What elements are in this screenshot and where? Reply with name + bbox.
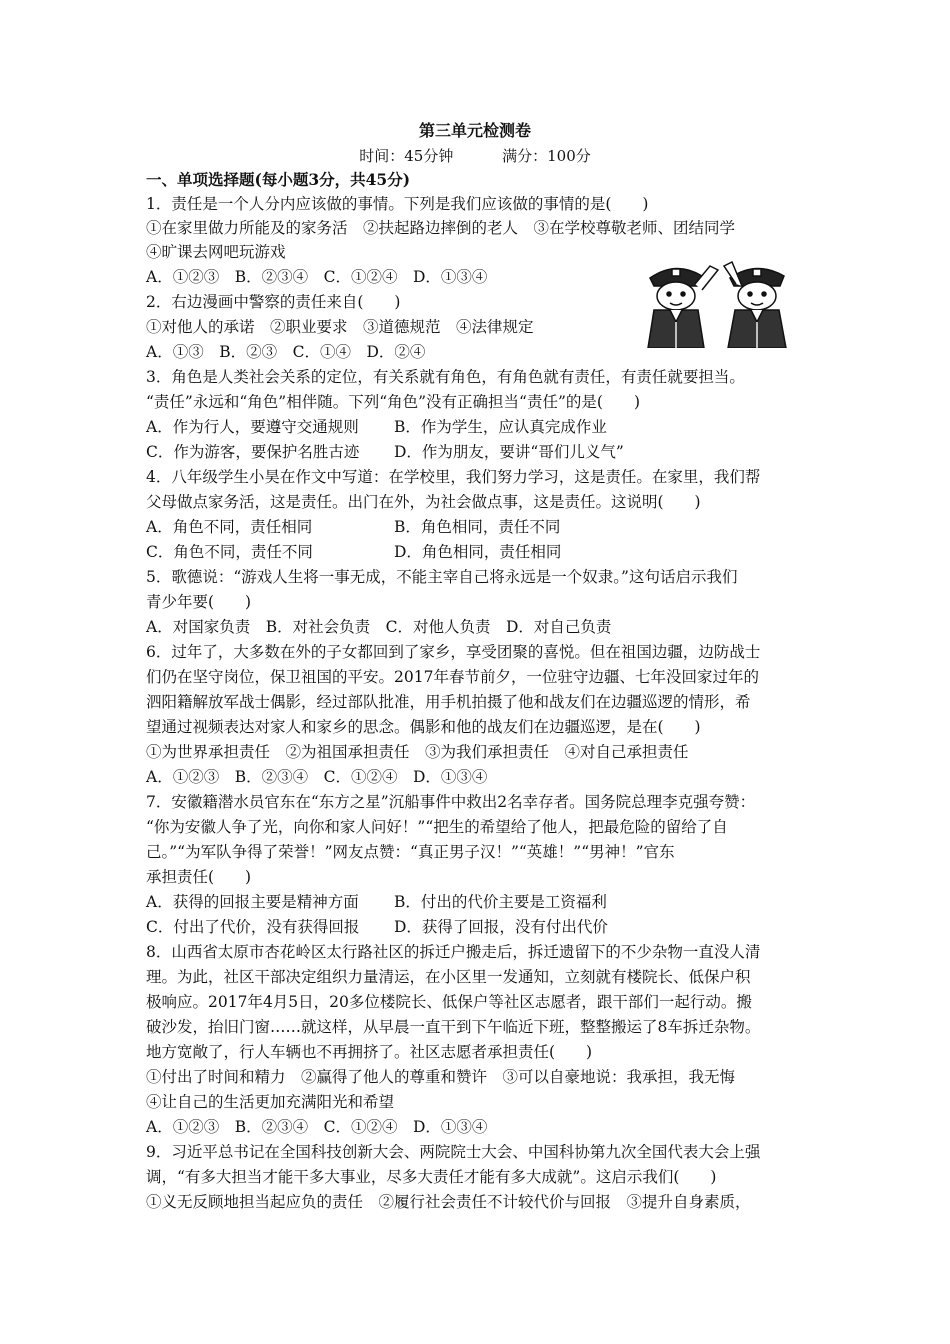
question-1-items: ①在家里做力所能及的家务活 ②扶起路边摔倒的老人 ③在学校尊敬老师、团结同学 xyxy=(146,219,736,237)
question-8-line-2: 理。为此，社区干部决定组织力量清运，在小区里一发通知，立刻就有楼院长、低保户积 xyxy=(146,968,751,986)
question-2-items: ①对他人的承诺 ②职业要求 ③道德规范 ④法律规定 xyxy=(146,318,534,336)
time-limit: 时间：45分钟 xyxy=(359,147,454,165)
option-b: B．角色相同，责任不同 xyxy=(394,518,561,536)
option-d: D．获得了回报，没有付出代价 xyxy=(394,918,608,936)
question-7-line-1: 7．安徽籍潜水员官东在“东方之星”沉船事件中救出2名幸存者。国务院总理李克强夸赞： xyxy=(146,793,756,811)
question-7-line-3: 己。”“为军队争得了荣誉！”网友点赞：“真正男子汉！”“英雄！”“男神！”官东 xyxy=(146,843,675,861)
question-8-line-5: 地方宽敞了，行人车辆也不再拥挤了。社区志愿者承担责任( ) xyxy=(146,1043,593,1061)
question-3-line-1: 3．角色是人类社会关系的定位，有关系就有角色，有角色就有责任，有责任就要担当。 xyxy=(146,368,745,386)
question-7-line-2: “你为安徽人争了光，向你和家人问好！”“把生的希望给了他人，把最危险的留给了自 xyxy=(146,818,728,836)
question-1-items-cont: ④旷课去网吧玩游戏 xyxy=(146,243,286,261)
question-8-items: ①付出了时间和精力 ②赢得了他人的尊重和赞许 ③可以自豪地说：我承担，我无悔 xyxy=(146,1068,736,1086)
option-b: B．作为学生，应认真完成作业 xyxy=(394,418,607,436)
page-title: 第三单元检测卷 xyxy=(418,121,531,140)
question-6-items: ①为世界承担责任 ②为祖国承担责任 ③为我们承担责任 ④对自己承担责任 xyxy=(146,743,689,761)
section-heading: 一、单项选择题(每小题3分，共45分) xyxy=(146,170,411,189)
option-a: A．获得的回报主要是精神方面 xyxy=(146,893,359,911)
question-7-options-row-2 xyxy=(146,916,816,938)
question-8-line-1: 8．山西省太原市杏花岭区太行路社区的拆迁户搬走后，拆迁遗留下的不少杂物一直没人清 xyxy=(146,943,761,961)
question-1-stem: 1．责任是一个人分内应该做的事情。下列是我们应该做的事情的是( ) xyxy=(146,195,649,213)
option-d: D．角色相同，责任相同 xyxy=(394,543,562,561)
question-8-items-cont: ④让自己的生活更加充满阳光和希望 xyxy=(146,1093,395,1111)
question-6-line-4: 望通过视频表达对家人和家乡的思念。偶影和他的战友们在边疆巡逻，是在( ) xyxy=(146,718,701,736)
full-score: 满分：100分 xyxy=(502,147,591,165)
question-2-stem: 2．右边漫画中警察的责任来自( ) xyxy=(146,293,401,311)
question-4-options-row-1 xyxy=(146,516,816,538)
option-a: A．角色不同，责任相同 xyxy=(146,518,313,536)
question-8-line-4: 破沙发，抬旧门窗……就这样，从早晨一直干到下午临近下班，整整搬运了8车拆迁杂物。 xyxy=(146,1018,761,1036)
question-5-line-2: 青少年要( ) xyxy=(146,593,252,611)
question-3-options-row-2 xyxy=(146,441,816,463)
question-6-line-3: 泗阳籍解放军战士偶影，经过部队批准，用手机拍摄了他和战友们在边疆巡逻的情形，希 xyxy=(146,693,751,711)
question-4-line-2: 父母做点家务活，这是责任。出门在外，为社会做点事，这是责任。这说明( ) xyxy=(146,493,701,511)
question-6-line-2: 们仍在坚守岗位，保卫祖国的平安。2017年春节前夕，一位驻守边疆、七年没回家过年的 xyxy=(146,668,759,686)
question-4-options-row-2 xyxy=(146,541,816,563)
option-c: C．角色不同，责任不同 xyxy=(146,543,313,561)
question-3-line-2: “责任”永远和“角色”相伴随。下列“角色”没有正确担当“责任”的是( ) xyxy=(146,393,640,411)
option-c: C．作为游客，要保护名胜古迹 xyxy=(146,443,360,461)
option-a: A．作为行人，要遵守交通规则 xyxy=(146,418,359,436)
question-9-line-2: 调，“有多大担当才能干多大事业，尽多大责任才能有多大成就”。这启示我们( ) xyxy=(146,1168,717,1186)
question-7-line-4: 承担责任( ) xyxy=(146,868,252,886)
question-9-items: ①义无反顾地担当起应负的责任 ②履行社会责任不计较代价与回报 ③提升自身素质， xyxy=(146,1193,751,1211)
option-b: B．付出的代价主要是工资福利 xyxy=(394,893,607,911)
option-c: C．付出了代价，没有获得回报 xyxy=(146,918,360,936)
question-7-options-row-1 xyxy=(146,891,816,913)
question-1-options: A．①②③ B．②③④ C．①②④ D．①③④ xyxy=(146,268,488,286)
question-9-line-1: 9．习近平总书记在全国科技创新大会、两院院士大会、中国科协第九次全国代表大会上强 xyxy=(146,1143,761,1161)
question-5-options: A．对国家负责 B．对社会负责 C．对他人负责 D．对自己负责 xyxy=(146,618,612,636)
question-4-line-1: 4．八年级学生小昊在作文中写道：在学校里，我们努力学习，这是责任。在家里，我们帮 xyxy=(146,468,761,486)
question-8-line-3: 极响应。2017年4月5日，20多位楼院长、低保户等社区志愿者，跟干部们一起行动。搬 xyxy=(146,993,752,1011)
police-officer-right xyxy=(724,262,786,348)
question-3-options-row-1 xyxy=(146,416,816,438)
question-6-line-1: 6．过年了，大多数在外的子女都回到了家乡，享受团聚的喜悦。但在祖国边疆，边防战士 xyxy=(146,643,761,661)
question-2-options: A．①③ B．②③ C．①④ D．②④ xyxy=(146,343,426,361)
question-8-options: A．①②③ B．②③④ C．①②④ D．①③④ xyxy=(146,1118,488,1136)
police-officer-left xyxy=(648,266,718,348)
question-5-line-1: 5．歌德说：“游戏人生将一事无成，不能主宰自己将永远是一个奴隶。”这句话启示我们 xyxy=(146,568,738,586)
police-cartoon-image xyxy=(638,256,808,348)
exam-meta xyxy=(0,145,950,166)
option-d: D．作为朋友，要讲“哥们儿义气” xyxy=(394,443,624,461)
question-6-options: A．①②③ B．②③④ C．①②④ D．①③④ xyxy=(146,768,488,786)
